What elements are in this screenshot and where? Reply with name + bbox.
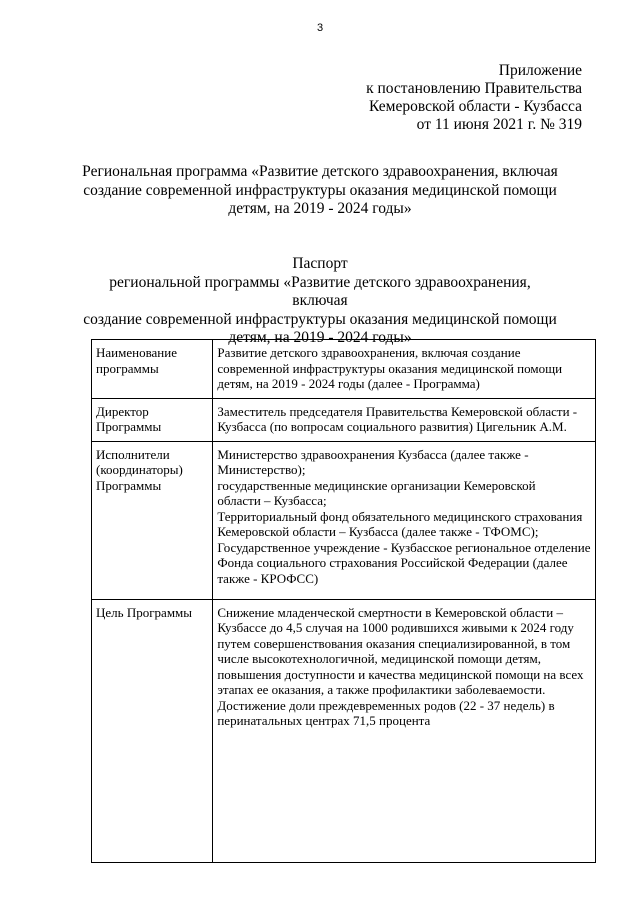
- row-label-line: программы: [96, 360, 159, 376]
- row-value: [213, 441, 596, 599]
- row-label-line: (координаторы): [96, 462, 183, 477]
- row-value-line: Министерство здравоохранения Кузбасса (далее также -: [217, 446, 529, 462]
- row-value-line: детям, на 2019 - 2024 годы (далее - Программа): [217, 376, 480, 391]
- program-title-line: Региональная программа «Развитие детского здравоохранения, включая: [82, 163, 558, 180]
- row-label-line: Наименование: [96, 345, 177, 360]
- row-value-line: этапах ее оказания, а также профилактики заболеваемости.: [217, 682, 546, 697]
- row-label: [92, 398, 213, 441]
- appendix-line: Кемеровской области - Кузбасса: [369, 98, 582, 115]
- program-title-line: создание современной инфраструктуры оказания медицинской помощи: [83, 181, 557, 199]
- appendix-line: к постановлению Правительства: [366, 80, 582, 97]
- row-label: [92, 599, 213, 862]
- row-label-line: Программы: [96, 477, 162, 493]
- program-title-line: детям, на 2019 - 2024 годы»: [228, 200, 412, 217]
- row-label-line: Программы: [96, 419, 162, 434]
- passport-subtitle-line: региональной программы «Развитие детского здравоохранения, включая: [109, 273, 531, 309]
- passport-subtitle-line: создание современной инфраструктуры оказания медицинской помощи: [83, 310, 557, 328]
- row-label: [92, 441, 213, 599]
- passport-heading: [80, 255, 560, 348]
- row-value-line: современной инфраструктуры оказания медицинской помощи: [217, 360, 563, 376]
- row-value: [213, 398, 596, 441]
- passport-table: [91, 339, 596, 863]
- row-label-line: Исполнители: [96, 446, 170, 462]
- table-row: [92, 441, 596, 599]
- row-value-line: Кузбасса (по вопросам социального развития) Цигельник А.М.: [217, 419, 567, 434]
- appendix-line: от 11 июня 2021 г. № 319: [416, 116, 582, 133]
- appendix-block: [360, 62, 582, 134]
- row-value-line: путем совершенствования оказания специализированной, в том: [217, 635, 571, 651]
- row-value: [213, 599, 596, 862]
- row-value-line: Снижение младенческой смертности в Кемеровской области –: [217, 604, 563, 620]
- row-value-line: Министерство);: [217, 462, 306, 477]
- page-number: 3: [316, 22, 324, 34]
- row-value-line: Кузбассе до 4,5 случая на 1000 родившихся живыми к 2024 году: [217, 620, 574, 635]
- row-value-line: области – Кузбасса;: [217, 493, 327, 508]
- row-value-line: Кемеровской области – Кузбасса (далее также - ТФОМС);: [217, 524, 539, 539]
- row-value-line: Заместитель председателя Правительства Кемеровской области -: [217, 403, 578, 419]
- row-value-line: Фонда социального страхования Российской Федерации (далее: [217, 555, 568, 570]
- row-label: [92, 340, 213, 399]
- row-label-line: Цель Программы: [96, 604, 193, 620]
- table-row: [92, 340, 596, 399]
- row-value-line: числе высокотехнологичной, медицинской помощи детям,: [217, 651, 541, 666]
- row-value-line: также - КРОФСС): [217, 570, 319, 586]
- row-label-line: Директор: [96, 403, 149, 419]
- passport-caption: Паспорт: [292, 255, 348, 272]
- table-row: [92, 398, 596, 441]
- row-value-line: Достижение доли преждевременных родов (22 - 37 недель) в: [217, 697, 555, 713]
- passport-subtitle-line: детям, на 2019 - 2024 годы»: [228, 329, 412, 346]
- table-row: [92, 599, 596, 862]
- row-value-line: перинатальных центрах 71,5 процента: [217, 713, 431, 728]
- row-value: [213, 340, 596, 399]
- program-title: [80, 163, 560, 219]
- row-value-line: Территориальный фонд обязательного медицинского страхования: [217, 508, 583, 524]
- row-value-line: государственные медицинские организации Кемеровской: [217, 477, 536, 493]
- appendix-line: Приложение: [498, 62, 582, 79]
- row-value-line: повышения доступности и качества медицинской помощи на всех: [217, 666, 584, 682]
- row-value-line: Развитие детского здравоохранения, включая создание: [217, 345, 521, 360]
- row-value-line: Государственное учреждение - Кузбасское региональное отделение: [217, 539, 591, 555]
